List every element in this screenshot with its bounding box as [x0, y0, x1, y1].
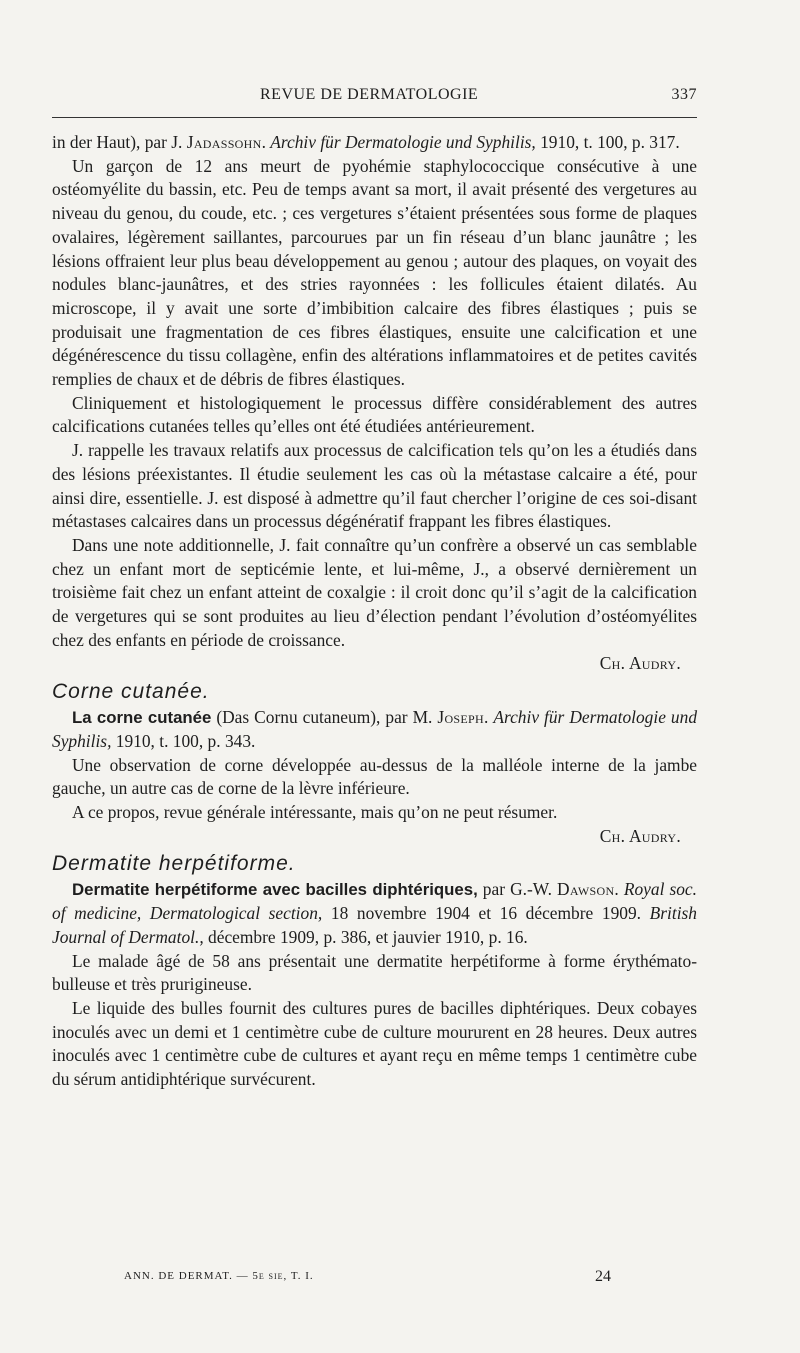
article-title: La corne cutanée: [72, 708, 212, 728]
journal-reference: Archiv für Dermatologie und Syphilis,: [52, 707, 698, 751]
author-name: Jadassohn: [186, 132, 262, 152]
header-rule: [52, 117, 697, 118]
paragraph: [52, 801, 697, 825]
text-run: Le malade âgé de 58 ans présentait une dermatite herpétiforme à forme érythémato-bulleuse et très prurigineuse.: [52, 950, 697, 995]
journal-reference: Royal soc. of medicine, Dermatological section,: [52, 879, 697, 924]
author-name: Dawson: [557, 879, 615, 900]
paragraph: [52, 534, 697, 653]
text-run: J. rappelle les travaux relatifs aux processus de calcification tels qu’on les a étudiés dans des lésions préexistantes. Il étudie seulement les cas où la métastase calcaire a été, pour ainsi dire, essentielle. J. est disposé à admettre qu’il faut chercher l’origine de ces soi-disant métastases calcaires dans un processus dégénératif frappant les fibres élastiques.: [52, 440, 697, 532]
journal-title: REVUE DE DERMATOLOGIE: [260, 86, 479, 103]
paragraph: [52, 155, 697, 392]
text-run: in der Haut), par J.: [52, 132, 187, 152]
article-body: [52, 131, 697, 1092]
signature: Ch. Audry.: [599, 653, 681, 674]
paragraph: [52, 950, 697, 997]
section-heading: Dermatite herpétiforme.: [52, 852, 296, 876]
text-run: décembre 1909, p. 386, et jauvier 1910, p. 16.: [203, 926, 528, 947]
text-run: Une observation de corne développée au-dessus de la malléole interne de la jambe gauche, un autre cas de corne de la lèvre inférieure.: [52, 754, 697, 799]
author-name: Joseph: [437, 707, 484, 728]
paragraph: [52, 997, 697, 1092]
page-number: 337: [671, 86, 697, 103]
paragraph: [52, 439, 697, 534]
text-run: 1910, t. 100, p. 317.: [535, 132, 680, 152]
text-run: Un garçon de 12 ans meurt de pyohémie staphylococcique consécutive à une ostéomyélite du bassin, etc. Peu de temps avant sa mort, il avait présenté des vergetures au niveau du genou, du coude, etc. ; ces vergetures s’étaient présentées sous forme de plaques ovalaires, légèrement saillantes, parcourues par un fin réseau d’un blanc jaunâtre ; les lésions offraient leur plus beau développement au genou ; autour des plaques, on voyait des nodules blanc-jaunâtres, et des stries rayonnées : les follicules étaient dilatés. Au microscope, il y avait une sorte d’imbibition calcaire des fibres élastiques ; puis se produisait une fragmentation de ces fibres élastiques, ensuite une calcification et une dégénérescence du tissu collagène, enfin des altérations inflammatoires et de petites cavités remplies de chaux et de débris de fibres élastiques.: [52, 155, 697, 390]
text-run: .: [483, 707, 494, 728]
text-run: 1910, t. 100, p. 343.: [111, 730, 256, 751]
text-run: A ce propos, revue générale intéressante, mais qu’on ne peut résumer.: [72, 801, 558, 822]
text-run: par G.-W.: [477, 879, 558, 900]
text-run: 18 novembre 1904 et 16 décembre 1909.: [322, 903, 650, 924]
section-heading: Corne cutanée.: [52, 680, 210, 704]
text-run: Cliniquement et histologiquement le processus diffère considérablement des autres calcifications cutanées telles qu’elles ont été étudiées antérieurement.: [52, 392, 697, 437]
text-run: Dans une note additionnelle, J. fait connaître qu’un confrère a observé un cas semblable chez un enfant mort de septicémie lente, et lui-même, J., a observé dernièrement un troisième fait chez un enfant atteint de coxalgie : il croit donc qu’il s’agit de la calcification de vergetures qui se sont produites au lieu d’élection pendant l’évolution d’ostéomyélites chez des enfants en période de croissance.: [52, 534, 697, 650]
journal-reference: British Journal of Dermatol.,: [52, 903, 697, 947]
paragraph: [52, 706, 697, 753]
paragraph: [52, 878, 697, 949]
text-run: .: [261, 132, 271, 152]
paragraph: [52, 754, 697, 801]
article-title: Dermatite herpétiforme avec bacilles diphtériques,: [72, 880, 478, 900]
journal-reference: Archiv für Dermatologie und Syphilis,: [270, 132, 536, 152]
signature-number: 24: [595, 1268, 611, 1285]
text-run: (Das Cornu cutaneum), par M.: [211, 707, 438, 728]
footer-citation: ANN. DE DERMAT. — 5e sie, T. I.: [124, 1270, 314, 1282]
running-header: [52, 86, 697, 110]
page-footer: [52, 1268, 697, 1288]
signature: Ch. Audry.: [599, 825, 681, 846]
paragraph: [52, 392, 697, 439]
paragraph: [52, 131, 697, 155]
text-run: Le liquide des bulles fournit des cultures pures de bacilles diphtériques. Deux cobayes inoculés avec un demi et 1 centimètre cube de culture moururent en 28 heures. Deux autres inoculés avec 1 centimètre cube de cultures et ayant reçu en même temps 1 centimètre cube du sérum antidiphtérique survécurent.: [52, 997, 697, 1090]
text-run: .: [614, 879, 624, 900]
